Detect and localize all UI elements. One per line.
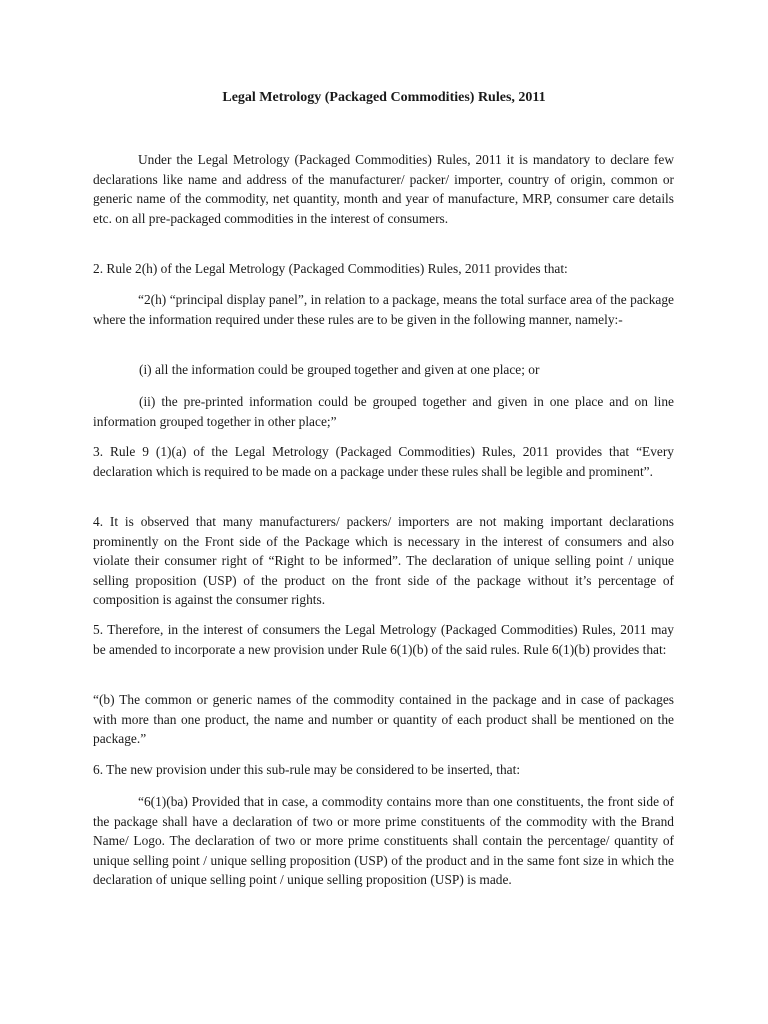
paragraph-observation: 4. It is observed that many manufacturers/ packers/ importers are not making important declarations prominently on the Front side of the Package which is necessary in the interest of consumers and also violate their consumer right of “Right to be informed”. The declaration of unique selling point / unique selling proposition (USP) of the product on the front side of the package without it’s percentage of composition is against the consumer rights. <box>93 514 674 608</box>
paragraph-new-provision: 6. The new provision under this sub-rule may be considered to be inserted, that: <box>93 762 521 777</box>
paragraph-intro: Under the Legal Metrology (Packaged Commodities) Rules, 2011 it is mandatory to declare few declarations like name and address of the manufacturer/ packer/ importer, country of origin, common or generic name of the commodity, net quantity, month and year of manufacture, MRP, consumer care details etc. on all pre-packaged commodities in the interest of consumers. <box>93 152 674 226</box>
paragraph-item-i: (i) all the information could be grouped together and given at one place; or <box>139 362 540 377</box>
paragraph-item-ii: (ii) the pre-printed information could be grouped together and given in one place and on line information grouped together in other place;” <box>93 394 674 429</box>
paragraph-rule-9: 3. Rule 9 (1)(a) of the Legal Metrology (Packaged Commodities) Rules, 2011 provides that “Every declaration which is required to be made on a package under these rules shall be legible and prominent”. <box>93 444 674 479</box>
paragraph-therefore: 5. Therefore, in the interest of consumers the Legal Metrology (Packaged Commodities) Rules, 2011 may be amended to incorporate a new provision under Rule 6(1)(b) of the said rules. Rule 6(1)(b) provides that: <box>93 622 674 657</box>
paragraph-6-1-ba: “6(1)(ba) Provided that in case, a commodity contains more than one constituents, the front side of the package shall have a declaration of two or more prime constituents of the commodity with the Brand Name/ Logo. The declaration of two or more prime constituents shall contain the percentage/ quantity of unique selling point / unique selling proposition (USP) of the product and in the same font size in which the declaration of unique selling point / unique selling proposition (USP) is made. <box>93 794 674 888</box>
paragraph-2h-quote: “2(h) “principal display panel”, in relation to a package, means the total surface area of the package where the information required under these rules are to be given in the following manner, namely:- <box>93 292 674 327</box>
paragraph-rule-6-1-b: “(b) The common or generic names of the commodity contained in the package and in case of packages with more than one product, the name and number or quantity of each product shall be mentioned on the package.” <box>93 692 674 747</box>
document-title: Legal Metrology (Packaged Commodities) Rules, 2011 <box>222 90 546 105</box>
paragraph-rule-2h: 2. Rule 2(h) of the Legal Metrology (Packaged Commodities) Rules, 2011 provides that: <box>93 261 568 276</box>
